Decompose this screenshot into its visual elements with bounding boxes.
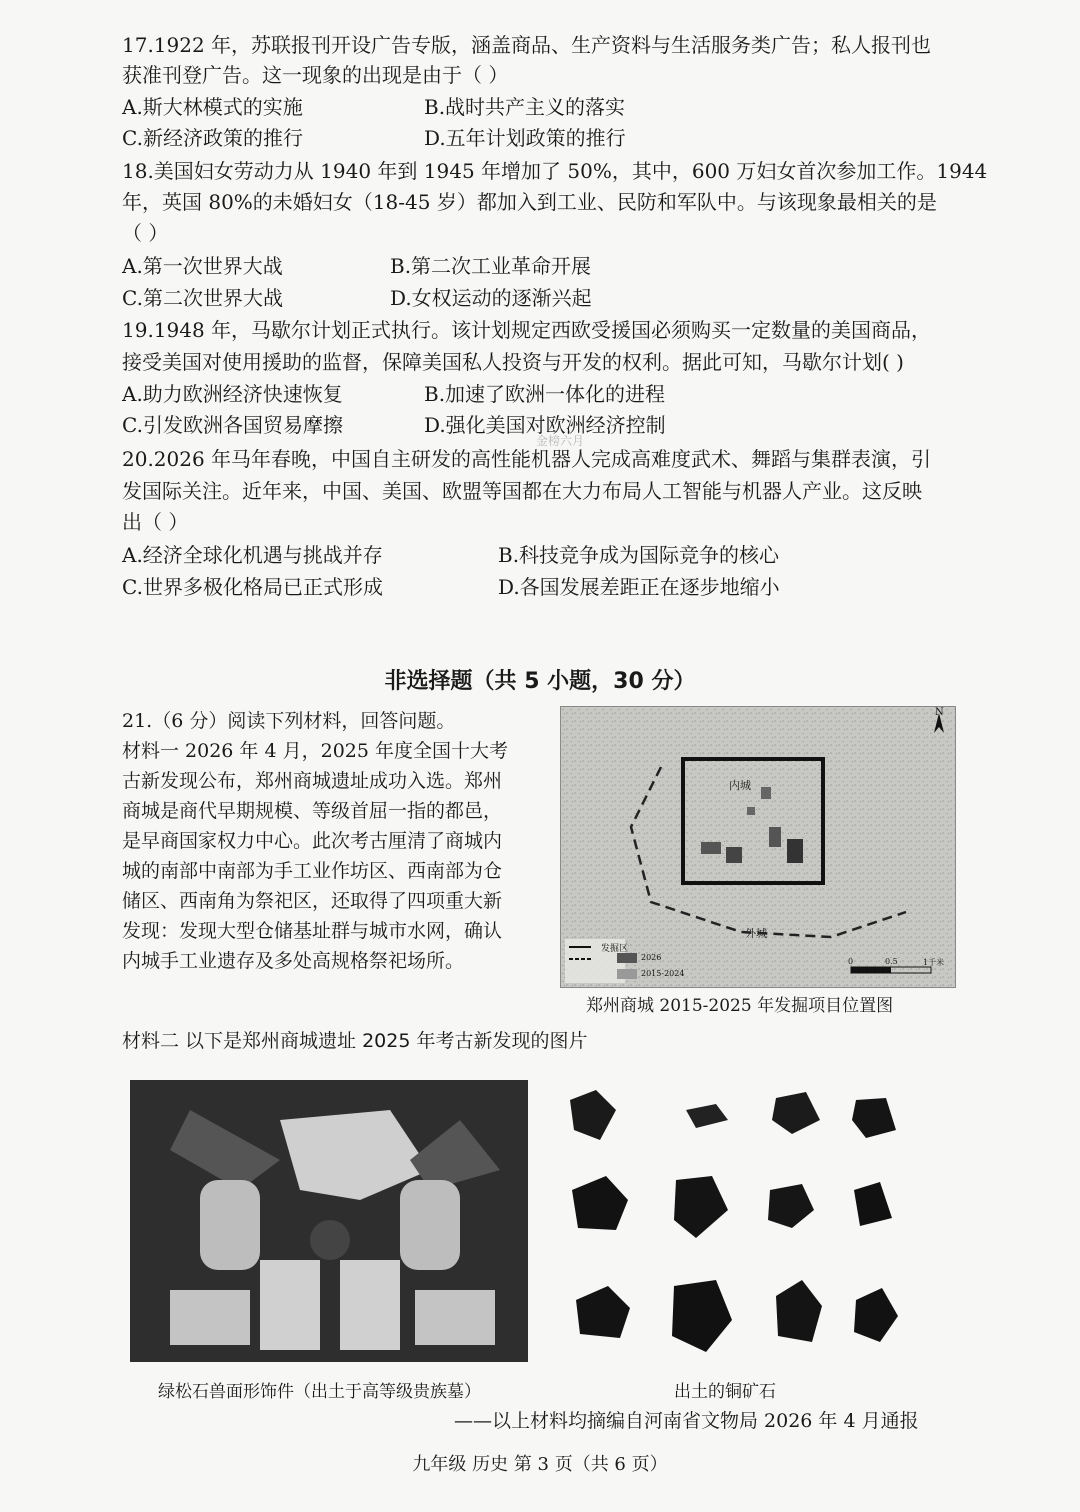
map-label-inner: 内城: [729, 779, 751, 792]
ore-caption: 出土的铜矿石: [674, 1382, 776, 1402]
material1-line: 商城是商代早期规模、等级首屈一指的都邑，: [122, 800, 503, 822]
map-scale-mid: 0.5: [885, 957, 898, 966]
excavation-map: [560, 706, 956, 988]
q18-stem-line3: （ ）: [122, 221, 169, 245]
q20-stem-line1: 20.2026 年马年春晚，中国自主研发的高性能机器人完成高难度武术、舞蹈与集群表演，引: [122, 447, 932, 471]
source-line: ——以上材料均摘编自河南省文物局 2026 年 4 月通报: [454, 1410, 919, 1432]
q18-option-c: C.第二次世界大战: [122, 286, 283, 310]
section-title: 非选择题（共 5 小题，30 分）: [384, 669, 696, 694]
q19-stem-line2: 接受美国对使用援助的监督，保障美国私人投资与开发的权利。据此可知，马歇尔计划( ): [122, 350, 904, 374]
q18-stem-line1: 18.美国妇女劳动力从 1940 年到 1945 年增加了 50%，其中，600 万妇女首次参加工作。1944: [122, 159, 988, 183]
map-legend-range: 2015-2024: [641, 969, 685, 978]
map-scale-end: 1千米: [923, 958, 945, 967]
turquoise-drawing: [130, 1080, 528, 1362]
q17-option-d: D.五年计划政策的推行: [424, 126, 626, 150]
watermark: 金榜六月: [536, 434, 585, 448]
q19-option-d: D.强化美国对欧洲经济控制: [424, 413, 666, 437]
q18-option-b: B.第二次工业革命开展: [390, 254, 592, 278]
q19-option-b: B.加速了欧洲一体化的进程: [424, 382, 666, 406]
q20-option-c: C.世界多极化格局已正式形成: [122, 575, 383, 599]
material2-text: 材料二 以下是郑州商城遗址 2025 年考古新发现的图片: [122, 1030, 588, 1052]
q20-option-b: B.科技竞争成为国际竞争的核心: [498, 543, 780, 567]
q20-option-d: D.各国发展差距正在逐步地缩小: [498, 575, 780, 599]
turquoise-caption: 绿松石兽面形饰件（出土于高等级贵族墓）: [158, 1382, 481, 1402]
map-north: N: [935, 707, 944, 718]
q17-stem-line1: 17.1922 年，苏联报刊开设广告专版，涵盖商品、生产资料与生活服务类广告；私人报刊也: [122, 33, 932, 57]
copper-ore-drawing: [556, 1080, 940, 1370]
q18-option-a: A.第一次世界大战: [122, 254, 283, 278]
copper-ore-photo: [556, 1080, 940, 1370]
q17-option-b: B.战时共产主义的落实: [424, 95, 626, 119]
material1-line: 城的南部中南部为手工业作坊区、西南部为仓: [122, 860, 503, 882]
q21-header: 21.（6 分）阅读下列材料，回答问题。: [122, 710, 456, 732]
q17-stem-line2: 获准刊登广告。这一现象的出现是由于（ ）: [122, 63, 509, 87]
q19-stem-line1: 19.1948 年，马歇尔计划正式执行。该计划规定西欧受援国必须购买一定数量的美国商品，: [122, 318, 932, 342]
turquoise-ornament-photo: [130, 1080, 528, 1362]
q18-stem-line2: 年，英国 80%的未婚妇女（18-45 岁）都加入到工业、民防和军队中。与该现象最相关的是: [122, 190, 937, 214]
map-caption: 郑州商城 2015-2025 年发掘项目位置图: [586, 996, 894, 1016]
q19-option-a: A.助力欧洲经济快速恢复: [122, 382, 343, 406]
page-footer: 九年级 历史 第 3 页（共 6 页）: [412, 1454, 668, 1475]
material1-line: 内城手工业遗存及多处高规格祭祀场所。: [122, 950, 465, 972]
q19-option-c: C.引发欧洲各国贸易摩擦: [122, 413, 343, 437]
material1-line: 是早商国家权力中心。此次考古厘清了商城内: [122, 830, 503, 852]
q20-stem-line3: 出（ ）: [122, 510, 189, 534]
q20-option-a: A.经济全球化机遇与挑战并存: [122, 543, 383, 567]
q17-option-a: A.斯大林模式的实施: [122, 95, 303, 119]
q20-stem-line2: 发国际关注。近年来，中国、美国、欧盟等国都在大力布局人工智能与机器人产业。这反映: [122, 479, 922, 503]
q17-option-c: C.新经济政策的推行: [122, 126, 303, 150]
map-legend-2026: 2026: [641, 953, 662, 962]
q18-option-d: D.女权运动的逐渐兴起: [390, 286, 592, 310]
material1-line: 储区、西南角为祭祀区，还取得了四项重大新: [122, 890, 503, 912]
map-scale-0: 0: [848, 957, 854, 966]
map-label-outer: 外城: [745, 927, 767, 940]
material1-line: 发现：发现大型仓储基址群与城市水网，确认: [122, 920, 503, 942]
map-legend-title: 发掘区: [601, 944, 629, 954]
material1-line: 材料一 2026 年 4 月，2025 年度全国十大考: [122, 740, 508, 762]
material1-line: 古新发现公布，郑州商城遗址成功入选。郑州: [122, 770, 503, 792]
